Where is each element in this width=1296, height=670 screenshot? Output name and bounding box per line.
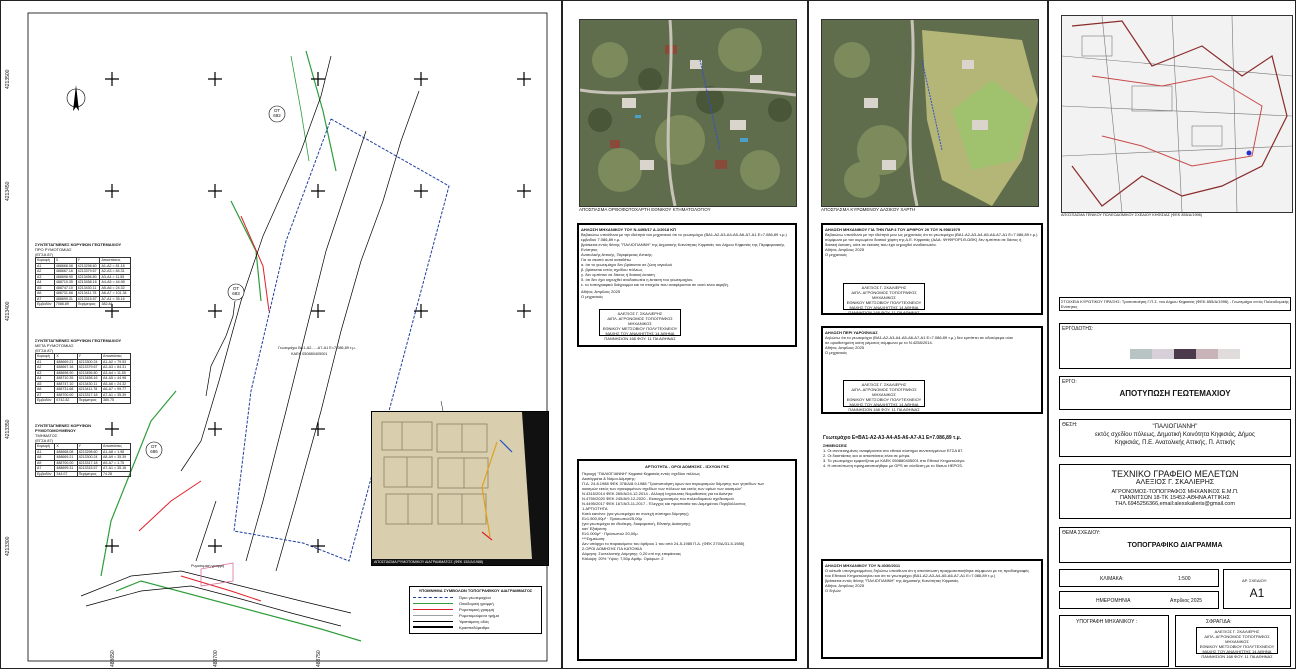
project-box: ΕΡΓΟ: ΑΠΟΤΥΠΩΣΗ ΓΕΩΤΕΜΑΧΙΟΥ xyxy=(1059,376,1291,410)
table-row: Α3 488698.90 4213456.80 Α3-Α4 = 11.55 xyxy=(36,370,131,376)
forest-map-caption: ΑΠΟΣΠΑΣΜΑ ΚΥΡΩΜΕΝΟΥ ΔΑΣΙΚΟΥ ΧΑΡΤΗ xyxy=(821,207,916,212)
legend-label: Κρασπεδόρειθρο xyxy=(459,624,490,630)
office-box: ΤΕΧΝΙΚΟ ΓΡΑΦΕΙΟ ΜΕΛΕΤΩΝ ΑΛΕΞΙΟΣ Γ. ΣΚΑΛΙΕΡΗΣ ΑΓΡΟΝΟΜΟΣ-ΤΟΠΟΓΡΑΦΟΣ ΜΗΧΑΝΙΚΟΣ Ε.Μ.Π. ΠΑΝΝΙΤΣΩΝ 18-ΤΚ 15452-ΑΘΗΝΑ ΑΤΤΙΚΗΣ ΤΗΛ.6945256366,email:alexskalieris@gmail.com xyxy=(1059,464,1291,519)
signature-box: ΥΠΟΓΡΑΦΗ ΜΗΧΑΝΙΚΟΥ : xyxy=(1059,615,1169,667)
ot-label: ΟΤ 683 xyxy=(232,286,240,296)
text-line: Για το σκοπό αυτό καταθέτω xyxy=(581,257,632,262)
grid-y-label: 4213350 xyxy=(5,419,11,439)
orthophoto xyxy=(579,19,797,207)
text-line: Περιοχή "ΠΑΛΙΟΓΙΑΝΝΗ" Κηφισιά Κηφισιάς εντός σχεδίου πόλεως xyxy=(582,471,701,476)
text-line: Κάλυψη: 20% Ύψος: 7,50μ Αριθμ. Ορόφων: 2 xyxy=(582,556,664,561)
stamp-box: ΣΦΡΑΓΙΔΑ: ΑΛΕΞΙΟΣ Γ. ΣΚΑΛΙΕΡΗΣ ΔΙΠΛ. ΑΓΡΟΝΟΜΟΣ ΤΟΠΟΓΡΑΦΟΣ ΜΗΧΑΝΙΚΟΣ ΕΘΝΙΚΟΥ ΜΕΤΣΟΒΙΟΥ ΠΟΛΥΤΕΧΝΕΙΟΥ ΜΑΧΗΣ ΤΟΥ ΑΝΑΛΗΠΤΗΣ 14 ΑΘΗΝΑ ΠΑΝΝΗΣΙΟΝ 168 ΦΟΥ. 11 ΠΑ ΑΘΗΝΑΣ xyxy=(1175,615,1291,667)
redaction-block xyxy=(1130,349,1152,359)
text-line: Δεν υπάρχει το παρακείμενο του άρθρου 1 του από 24-5-1985 Π.Δ. (ΦΕΚ 270/Δ/31-5-1985) xyxy=(582,541,745,546)
parcel-notes: Γεωτεμάχιο Ε=ΒΑ1-Α2-Α3-Α4-Α5-Α6-Α7-Α1 Ε=7.086,89 τ.μ. ΣΗΜΕΙΩΣΕΙΣ 1. Οι συντεταγμένες αναφέρονται στο εθνικό σύστημα συντεταγμένων ΕΓΣΑ 87. 2. Οι διαστάσεις και οι αποστάσεις είναι σε μέτρα. 3. Το γεωτεμάχιο εμφανίζεται με ΚΑΕΚ 050880405001 στο Εθνικό Κτηματολόγιο. 4. Η αποτύπωση πραγματοποιήθηκε με GPS σε σύνδεση με το δίκτυο HEPOS. xyxy=(821,433,1043,503)
table-row: Α5 488747.10 4213430.11 Α5-Α6 = 24.32 xyxy=(36,285,131,291)
text-line: 1. Οι συντεταγμένες αναφέρονται στο εθνικό σύστημα συντεταγμένων ΕΓΣΑ 87. xyxy=(823,448,964,453)
ot-label: ΟΤ 686 xyxy=(150,444,158,454)
table-row: Α7 488700.00 4213317.18 Α7-Α1 = 35.39 xyxy=(36,392,131,398)
notes-sheet-1 xyxy=(562,0,808,669)
coord-table-before: ΣΥΝΤΕΤΑΓΜΕΝΕΣ ΚΟΡΥΦΩΝ ΓΕΩΤΕΜΑΧΙΟΥ ΠΡΟ ΡΥΜΟΤΟΜΙΑΣ (ΕΓΣΑ 87) Κορυφή X Y Αποστάσεις Α1 488668.08 4213298.60 Α1-Α2 = 81.18 Α2 488667.16 4213379.67 Α2-Α3 = 84.31 Α3 488698.90 4213456.80 Α3-Α4 = 11.55 Α4 488710.35 4213458.16 Α4-Α5 = 44.98 Α5 488747.10 4213430.11 Α5-Α6 = 24.32 Α6 488731.68 4213411.78 Α6-Α7 = 101.34 Α7 488699.31 4213315.57 Α7-Α1 = 35.16 Εμβαδόν 7086.89 Περίμετρος 382.84 xyxy=(35,242,131,308)
legend-swatch xyxy=(413,603,453,604)
notes-sheet-2 xyxy=(808,0,1048,669)
table-row: Α4 488710.35 4213458.16 Α4-Α5 = 44.98 xyxy=(36,280,131,286)
table-row: Α7 488699.31 4213315.57 Α7-Α1 = 35.16 xyxy=(36,296,131,302)
table-row: Α2 488667.16 4213379.67 Α2-Α3 = 84.31 xyxy=(36,365,131,371)
text-line: Ν.4759/2020 ΦΕΚ 245/Α/9-12-2020 - Εκσυγχρονισμός του πολεοδομικού σχεδιασμού xyxy=(582,496,734,501)
inset-plan-map xyxy=(371,411,549,566)
table-row: Α3 488698.90 4213456.80 Α3-Α4 = 11.55 xyxy=(36,274,131,280)
text-line: α. ότι το γεωτεμάχιο δεν βρίσκεται σε ζώνη αιγιαλού xyxy=(581,262,673,267)
scale-box: ΚΛΙΜΑΚΑ: 1:500 xyxy=(1059,569,1219,587)
text-line: Ε≥1.500,00μ² · Πρόσωπο≥25,00μ xyxy=(582,516,642,521)
text-line: Ν.4315/2014 ΦΕΚ 269/Α/24-12-2014 - Αλλαγή Ισχύουσας Νομοθεσίας για τα Ακίνητα xyxy=(582,491,733,496)
text-line: Π.Δ. 24.8.1988 ΦΕΚ 378/Δ/8.9.1988 "Τροποποίηση όρων και περιορισμών δόμησης των γηπέδων των xyxy=(582,481,765,486)
text-line: Δηλώνω ότι το γεωτεμάχιο (ΒΑ1-Α2-Α3-Α4-Α5-Α6-Α7-Α1 Ε=7.086,89 τ.μ.) δεν εμπίπτει σε υδατόρεμα ούτε xyxy=(825,335,1014,340)
text-line: Αθήνα, Απρίλιος 2025 xyxy=(825,345,865,350)
legend-label: Οικοδομική γραμμή xyxy=(459,600,494,606)
text-line: Αθήνα, Απρίλιος 2025 xyxy=(825,583,865,588)
text-line: Ο μηχανικός xyxy=(825,350,848,355)
table-row: Α6 488731.68 4213411.78 Α6-Α7 = 99.77 xyxy=(36,387,131,393)
text-line: οικισμών εκτός των εγκεκριμένων σχεδίων των πόλεων και εκτός των ορίων των οικισμών" xyxy=(582,486,743,491)
table-row: Α1 488668.08 4213298.60 Α1-Α8 = 1.98 xyxy=(36,449,131,455)
location-box: ΘΕΣΗ: "ΠΑΛΙΟΓΙΑΝΝΗ" εκτός σχεδίου πόλεως, Δημοτική Κοινότητα Κηφισιάς, Δήμος Κηφισιάς, Π.Ε. Ανατολικής Αττικής, Π. Αττικής xyxy=(1059,419,1291,457)
legend-swatch xyxy=(413,615,453,616)
text-line: 2. Οι διαστάσεις και οι αποστάσεις είναι σε μέτρα. xyxy=(823,453,911,458)
parcel-label: Γεωτεμάχιο ΒΑ1-Α2......Α7-Α1 Ε=7.086,89 τ.μ. xyxy=(278,346,356,350)
text-line: Διατάγματα & Νόμοι Δόμησης: xyxy=(582,476,636,481)
text-line: ***Σημείωση: xyxy=(582,536,606,541)
text-line: κατ' Εξαίρεση: xyxy=(582,526,608,531)
engineer-declaration-2: ΔΗΛΩΣΗ ΜΗΧΑΝΙΚΟΥ ΓΙΑ ΤΗΝ ΠΑΡ.4 ΤΟΥ ΑΡΘΡΟΥ 20 ΤΟΥ Ν.998/1979 Βεβαιώνω υπεύθυνα με την ιδιότητά μου ως μηχανικός ότι το γεωτεμάχιο (ΒΑ1-Α2-Α3-Α4-Α5-Α6-Α7-Α1 Ε=7.086,89 τ.μ.) σύμφωνα με τον κυρωμένο δασικό χάρτη της Δ.Ε. Κηφισιάς (ΑΔΑ: ΨΗΦΡΟΡ1Θ-ΩΘΚ) δεν εμπίπτει σε δάσος ή δασική έκταση, ούτε σε έκταση που έχει κηρυχθεί αναδασωτέα. Αθήνα, Απρίλιος 2025 Ο μηχανικός ΑΛΕΞΙΟΣ Γ. ΣΚΑΛΙΕΡΗΣ ΔΙΠΛ. ΑΓΡΟΝΟΜΟΣ ΤΟΠΟΓΡΑΦΟΣ ΜΗΧΑΝΙΚΟΣ ΕΘΝΙΚΟΥ ΜΕΤΣΟΒΙΟΥ ΠΟΛΥΤΕΧΝΕΙΟΥ ΜΑΧΗΣ ΤΟΥ ΑΝΑΛΗΠΤΗΣ 14 ΑΘΗΝΑ ΠΑΝΝΗΣΙΟΝ 168 ΦΟΥ. 11 ΠΑ ΑΘΗΝΑΣ xyxy=(821,223,1043,315)
building-terms-box: ΑΡΤΙΟΤΗΤΑ - ΟΡΟΙ ΔΟΜΗΣΗΣ - ΙΣΧΥΟΝ ΓΗΣ Περιοχή "ΠΑΛΙΟΓΙΑΝΝΗ" Κηφισιά Κηφισιάς εντός σχεδίου πόλεως Διατάγματα & Νόμοι Δόμησης: Π.Δ. 24.8.1988 ΦΕΚ 378/Δ/8.9.1988 "Τροποποίηση όρων και περιορισμών δόμησης των γηπέδων των οικισμών εκτός των εγκεκριμένων σχεδίων των πόλεων και εκτός των ορίων των οικισμών" Ν.4315/2014 ΦΕΚ 269/Α/24-12-2014 - Αλλαγή Ισχύουσας Νομοθεσίας για τα Ακίνητα Ν.4759/2020 ΦΕΚ 245/Α/9-12-2020 - Εκσυγχρονισμός του πολεοδομικού σχεδιασμού Ν.4495/2017 ΦΕΚ 167/Α/3-11-2017 - Έλεγχος και προστασία του Δομημένου Περιβάλλοντος 1.ΑΡΤΙΟΤΗΤΑ Κατά κανόνα: (για γεωτεμάχια σε συνεχή σύστημα δόμησης) Ε≥1.500,00μ² · Πρόσωπο≥25,00μ (για γεωτεμάχια σε ιδιαίτερη, διαφορετική, Εθνικής Διοίκησης) κατ' Εξαίρεση: Ε≥1.000μ² · Πρόσωπο≥ 20,00μ ***Σημείωση: Δεν υπάρχει το παρακείμενο του άρθρου 1 του από 24-5-1985 Π.Δ. (ΦΕΚ 270/Δ/31-5-1985) 2.ΟΡΟΙ ΔΟΜΗΣΗΣ ΓΙΑ ΚΑΤΟΙΚΙΑ Δόμηση: Συντελεστής Δόμησης: 0,20 επί της επιφάνειας Κάλυψη: 20% Ύψος: 7,50μ Αριθμ. Ορόφων: 2 xyxy=(577,459,797,661)
survey-map xyxy=(1,1,563,670)
text-line: βρίσκεται εντός θέσης "ΠΑΛΙΟΓΙΑΝΝΗ" της Δημοτικής Κοινότητας Κηφισιάς. xyxy=(825,578,960,583)
coord-table-expropriated: ΣΥΝΤΕΤΑΓΜΕΝΕΣ ΚΟΡΥΦΩΝ ΡΥΜΟΤΟΜΟΥΜΕΝΟΥ ΤΜΗΜΑΤΟΣ (ΕΓΣΑ 87) Κορυφή X Y Αποστάσεις Α1 488668.08 4213298.60 Α1-Α8 = 1.98 Α8 488669.21 4213300.24 Α8-Α9 = 35.39 Α9 488700.00 4213317.18 Α9-Α7 = 1.75 Α7 488699.31 4213315.57 Α7-Α1 = 35.16 Εμβαδόν 344.07 Περίμετρος 74.28 xyxy=(35,423,131,477)
text-line: Ε≥1.000μ² · Πρόσωπο≥ 20,00μ xyxy=(582,531,638,536)
text-line: βρίσκεται εντός θέσης "ΠΑΛΙΟΓΙΑΝΝΗ" της Δημοτικής Κοινότητας Κηφισιάς του Δήμου Κηφισιάς της Περιφερειακής Ενότητας xyxy=(581,242,785,252)
text-line: (για γεωτεμάχια σε ιδιαίτερη, διαφορετική, Εθνικής Διοίκησης) xyxy=(582,521,691,526)
text-line: Κατά κανόνα: (για γεωτεμάχια σε συνεχή σύστημα δόμησης) xyxy=(582,511,689,516)
text-line: 2.ΟΡΟΙ ΔΟΜΗΣΗΣ ΓΙΑ ΚΑΤΟΙΚΙΑ xyxy=(582,546,643,551)
legend-label: Όριο γεωτεμαχίου xyxy=(459,594,491,600)
table-row: Α9 488700.00 4213317.18 Α9-Α7 = 1.75 xyxy=(36,460,131,466)
text-line: ε. το τοπογραφικό διάγραμμα και τα στοιχεία που αναφέρονται σε αυτό είναι ακριβή. xyxy=(581,282,729,287)
redaction-block xyxy=(1196,349,1218,359)
orthophoto-caption: ΑΠΟΣΠΑΣΜΑ ΟΡΘΟΦΩΤΟΧΑΡΤΗ ΕΘΝΙΚΟΥ ΚΤΗΜΑΤΟΛΟΓΙΟΥ xyxy=(579,207,711,212)
legend-swatch xyxy=(413,621,453,622)
drawing-number-box: ΑΡ. ΣΧΕΔΙΟΥ: Α1 xyxy=(1223,569,1291,609)
grid-x-label: 488750 xyxy=(316,650,322,667)
master-plan-caption: ΑΠΟΣΠΑΣΜΑ ΓΕΝΙΚΟΥ ΠΟΛΕΟΔΟΜΙΚΟΥ ΣΧΕΔΙΟΥ ΚΗΦΙΣΙΑΣ (ΦΕΚ 855/Δ/1996) xyxy=(1061,213,1203,217)
coord-table-after: ΣΥΝΤΕΤΑΓΜΕΝΕΣ ΚΟΡΥΦΩΝ ΓΕΩΤΕΜΑΧΙΟΥ ΜΕΤΑ ΡΥΜΟΤΟΜΙΑΣ (ΕΓΣΑ 87) Κορυφή X Y Αποστάσεις Α1 488669.21 4213300.24 Α1-Α2 = 79.53 Α2 488667.16 4213379.67 Α2-Α3 = 84.31 Α3 488698.90 4213456.80 Α3-Α4 = 11.55 Α4 488710.35 4213458.16 Α4-Α5 = 44.98 Α5 488747.10 4213430.11 Α5-Α6 = 24.32 Α6 488731.68 4213411.78 Α6-Α7 = 99.77 Α7 488700.00 4213317.18 Α7-Α1 = 35.39 Εμβαδόν 6742.82 Περίμετρος 380.75 xyxy=(35,338,131,404)
road-label: Ρυμοτομική γραμμή xyxy=(191,564,225,568)
text-line: Ο μηχανικός xyxy=(825,252,848,257)
text-line: Βεβαιώνω υπεύθυνα με την ιδιότητά του μηχανικού ότι το γεωτεμάχιο (ΒΑ1-Α2-Α3-Α4-Α5-Α6-Α7-Α1 Ε=7.086,89 τ.μ.) εμβαδού 7.086,89 τ.μ. xyxy=(581,232,787,242)
client-box: ΕΡΓΟΔΟΤΗΣ: xyxy=(1059,323,1291,369)
text-line: Ν.4495/2017 ΦΕΚ 167/Α/3-11-2017 - Έλεγχος και προστασία του Δομημένου Περιβάλλοντος xyxy=(582,501,746,506)
grid-x-label: 488700 xyxy=(213,650,219,667)
text-line: δ. ότι δεν έχει κηρυχθεί αναδασωτέα η έκταση του γεωτεμαχίου. xyxy=(581,277,694,282)
text-line: Ο κάτωθι υπογεγραμμένος δηλώνω υπεύθυνα ότι η αποτύπωση πραγματοποιήθηκε σύμφωνα με τις προδιαγραφές xyxy=(825,568,1030,573)
ot-label: ΟΤ 682 xyxy=(273,108,281,118)
master-plan-map xyxy=(1061,15,1293,213)
text-line: σύμφωνα με τον κυρωμένο δασικό χάρτη της Δ.Ε. Κηφισιάς (ΑΔΑ: ΨΗΦΡΟΡ1Θ-ΩΘΚ) δεν εμπίπτει σε δάσος ή xyxy=(825,237,1022,242)
table-row: Α7 488699.31 4213315.57 Α7-Α1 = 35.16 xyxy=(36,466,131,472)
legend-swatch xyxy=(413,626,453,628)
table-row: Α1 488668.08 4213298.60 Α1-Α2 = 81.18 xyxy=(36,263,131,269)
text-line: 3. Το γεωτεμάχιο εμφανίζεται με ΚΑΕΚ 050880405001 στο Εθνικό Κτηματολόγιο. xyxy=(823,458,966,463)
table-row: Α5 488747.10 4213430.11 Α5-Α6 = 24.32 xyxy=(36,381,131,387)
redaction-block xyxy=(1174,349,1196,359)
title-sheet xyxy=(1048,0,1296,669)
table-row: Α4 488710.35 4213458.16 Α4-Α5 = 44.98 xyxy=(36,376,131,382)
grid-y-label: 4213500 xyxy=(5,69,11,89)
hydro-declaration: ΔΗΛΩΣΗ ΠΕΡΙ ΥΔΡΟΦΙΛΙΑΣ Δηλώνω ότι το γεωτεμάχιο (ΒΑ1-Α2-Α3-Α4-Α5-Α6-Α7-Α1 Ε=7.086,89 τ.μ.) δεν εμπίπτει σε υδατόρεμα ούτε σε οριοθετημένη κοίτη ρέματος σύμφωνα με το Ν.4258/2014. Αθήνα, Απρίλιος 2025 Ο μηχανικός ΑΛΕΞΙΟΣ Γ. ΣΚΑΛΙΕΡΗΣ ΔΙΠΛ. ΑΓΡΟΝΟΜΟΣ ΤΟΠΟΓΡΑΦΟΣ ΜΗΧΑΝΙΚΟΣ ΕΘΝΙΚΟΥ ΜΕΤΣΟΒΙΟΥ ΠΟΛΥΤΕΧΝΕΙΟΥ ΜΑΧΗΣ ΤΟΥ ΑΝΑΛΗΠΤΗΣ 14 ΑΘΗΝΑ ΠΑΝΝΗΣΙΟΝ 168 ΦΟΥ. 11 ΠΑ ΑΘΗΝΑΣ xyxy=(821,326,1043,414)
text-line: 1.ΑΡΤΙΟΤΗΤΑ xyxy=(582,506,608,511)
legend-swatch xyxy=(413,597,453,598)
parcel-kaek: ΚΑΕΚ 050880405001 xyxy=(291,352,328,356)
grid-y-label: 4213300 xyxy=(5,536,11,556)
engineer-stamp: ΑΛΕΞΙΟΣ Γ. ΣΚΑΛΙΕΡΗΣ ΔΙΠΛ. ΑΓΡΟΝΟΜΟΣ ΤΟΠΟΓΡΑΦΟΣ ΜΗΧΑΝΙΚΟΣ ΕΘΝΙΚΟΥ ΜΕΤΣΟΒΙΟΥ ΠΟΛΥΤΕΧΝΕΙΟΥ ΜΑΧΗΣ ΤΟΥ ΑΝΑΛΗΠΤΗΣ 14 ΑΘΗΝΑ ΠΑΝΝΗΣΙΟΝ 168 ΦΟΥ. 11 ΠΑ ΑΘΗΝΑΣ xyxy=(599,309,681,336)
table-row: Α8 488669.21 4213300.24 Α8-Α9 = 35.39 xyxy=(36,455,131,461)
date-box: ΗΜΕΡΟΜΗΝΙΑ Απρίλιος 2025 xyxy=(1059,591,1219,609)
text-line: Ο δηλών xyxy=(825,588,841,593)
redaction-block xyxy=(1152,349,1174,359)
map-sheet xyxy=(0,0,562,669)
legend xyxy=(409,586,542,634)
text-line: 4. Η αποτύπωση πραγματοποιήθηκε με GPS σε σύνδεση με το δίκτυο HEPOS. xyxy=(823,463,964,468)
legend-title: ΥΠΟΜΝΗΜΑ ΣΥΜΒΟΛΩΝ ΤΟΠΟΓΡΑΦΙΚΟΥ ΔΙΑΓΡΑΜΜΑΤΟΣ xyxy=(418,588,533,593)
grid-x-label: 488650 xyxy=(110,650,116,667)
text-line: β. βρίσκεται εντός σχεδίου πόλεως xyxy=(581,267,643,272)
grid-y-label: 4213450 xyxy=(5,181,11,201)
engineer-stamp: ΑΛΕΞΙΟΣ Γ. ΣΚΑΛΙΕΡΗΣ ΔΙΠΛ. ΑΓΡΟΝΟΜΟΣ ΤΟΠΟΓΡΑΦΟΣ ΜΗΧΑΝΙΚΟΣ ΕΘΝΙΚΟΥ ΜΕΤΣΟΒΙΟΥ ΠΟΛΥΤΕΧΝΕΙΟΥ ΜΑΧΗΣ ΤΟΥ ΑΝΑΛΗΠΤΗΣ 14 ΑΘΗΝΑ ΠΑΝΝΗΣΙΟΝ 168 ΦΟΥ. 11 ΠΑ ΑΘΗΝΑΣ xyxy=(843,283,925,310)
text-line: Αθήνα, Απρίλιος 2025 xyxy=(825,247,865,252)
redaction-block xyxy=(1218,349,1240,359)
grid-y-label: 4213400 xyxy=(5,301,11,321)
text-line: του Εθνικού Κτηματολογίου και ότι το γεωτεμάχιο (ΒΑ1-Α2-Α3-Α4-Α5-Α6-Α7-Α1 Ε=7.086,89 τ.μ.) xyxy=(825,573,996,578)
legend-label: Ρυμοτομική γραμμή xyxy=(459,606,495,612)
inset-caption: ΑΠΟΣΠΑΣΜΑ ΡΥΜΟΤΟΜΙΚΟΥ ΔΙΑΓΡΑΜΜΑΤΟΣ (ΦΕΚ 152/Δ/1988) xyxy=(374,560,484,564)
text-line: Δόμηση: Συντελεστής Δόμησης: 0,20 επί της επιφάνειας xyxy=(582,551,682,556)
engineer-declaration-3: ΔΗΛΩΣΗ ΜΗΧΑΝΙΚΟΥ ΤΟΥ Ν.4030/2011 Ο κάτωθι υπογεγραμμένος δηλώνω υπεύθυνα ότι η αποτύπωση πραγματοποιήθηκε σύμφωνα με τις προδιαγραφές του Εθνικού Κτηματολογίου και ότι το γεωτεμάχιο (ΒΑ1-Α2-Α3-Α4-Α5-Α6-Α7-Α1 Ε=7.086,89 τ.μ.) βρίσκεται εντός θέσης "ΠΑΛΙΟΓΙΑΝΝΗ" της Δημοτικής Κοινότητας Κηφισιάς. Αθήνα, Απρίλιος 2025 Ο δηλών xyxy=(821,559,1043,659)
plan-note: ΣΤΟΙΧΕΙΑ ΚΥΡΩΤΙΚΟΥ ΠΡΑΞΗΣ: Τροποποίηση Γ.Π.Σ. του Δήμου Κηφισιάς (ΦΕΚ 855/Δ/1996) - Γεωτεμάχιο εντός Πολεοδομικής Ενότητας xyxy=(1059,297,1291,311)
text-line: δασική έκταση, ούτε σε έκταση που έχει κηρυχθεί αναδασωτέα. xyxy=(825,242,937,247)
legend-label: Υφιστάμενη οδός xyxy=(459,618,490,624)
text-line: Βεβαιώνω υπεύθυνα με την ιδιότητά μου ως μηχανικός ότι το γεωτεμάχιο (ΒΑ1-Α2-Α3-Α4-Α5-Α6-Α7-Α1 Ε=7.086,89 τ.μ.) xyxy=(825,232,1038,237)
table-row: Α2 488667.16 4213379.67 Α2-Α3 = 84.31 xyxy=(36,269,131,275)
legend-swatch xyxy=(413,609,453,610)
legend-item xyxy=(413,624,538,630)
text-line: γ. δεν εμπίπτει σε δάσος ή δασική έκταση xyxy=(581,272,655,277)
table-row: Α6 488731.68 4213411.78 Α6-Α7 = 101.34 xyxy=(36,291,131,297)
north-arrow-icon xyxy=(67,85,85,111)
text-line: Ανατολικής Αττικής, Περιφέρειας Αττικής. xyxy=(581,252,653,257)
engineer-stamp: ΑΛΕΞΙΟΣ Γ. ΣΚΑΛΙΕΡΗΣ ΔΙΠΛ. ΑΓΡΟΝΟΜΟΣ ΤΟΠΟΓΡΑΦΟΣ ΜΗΧΑΝΙΚΟΣ ΕΘΝΙΚΟΥ ΜΕΤΣΟΒΙΟΥ ΠΟΛΥΤΕΧΝΕΙΟΥ ΜΑΧΗΣ ΤΟΥ ΑΝΑΛΗΠΤΗΣ 14 ΑΘΗΝΑ ΠΑΝΝΗΣΙΟΝ 168 ΦΟΥ. 11 ΠΑ ΑΘΗΝΑΣ xyxy=(1196,627,1278,654)
client-redacted xyxy=(1130,349,1240,359)
drawing-subject-box: ΘΕΜΑ ΣΧΕΔΙΟΥ: ΤΟΠΟΓΡΑΦΙΚΟ ΔΙΑΓΡΑΜΜΑ xyxy=(1059,527,1291,563)
legend-label: Ρυμοτομούμενο τμήμα xyxy=(459,612,499,618)
text-line: σε οριοθετημένη κοίτη ρέματος σύμφωνα με το Ν.4258/2014. xyxy=(825,340,933,345)
engineer-declaration-1: ΔΗΛΩΣΗ ΜΗΧΑΝΙΚΟΥ ΤΟΥ Ν.4495/17 Α.1/2018 ΚΠ Βεβαιώνω υπεύθυνα με την ιδιότητά του μηχανικού ότι το γεωτεμάχιο (ΒΑ1-Α2-Α3-Α4-Α5-Α6-Α7-Α1 Ε=7.086,89 τ.μ.) εμβαδού 7.086,89 τ.μ. βρίσκεται εντός θέσης "ΠΑΛΙΟΓΙΑΝΝΗ" της Δημοτικής Κοινότητας Κηφισιάς του Δήμου Κηφισιάς της Περιφερειακής Ενότητας Ανατολικής Αττικής, Περιφέρειας Αττικής. Για το σκοπό αυτό καταθέτω α. ότι το γεωτεμάχιο δεν βρίσκεται σε ζώνη αιγιαλού β. βρίσκεται εντός σχεδίου πόλεως γ. δεν εμπίπτει σε δάσος ή δασική έκταση δ. ότι δεν έχει κηρυχθεί αναδασωτέα η έκταση του γεωτεμαχίου. ε. το τοπογραφικό διάγραμμα και τα στοιχεία που αναφέρονται σε αυτό είναι ακριβή. Αθήνα, Απρίλιος 2025 Ο μηχανικός ΑΛΕΞΙΟΣ Γ. ΣΚΑΛΙΕΡΗΣ ΔΙΠΛ. ΑΓΡΟΝΟΜΟΣ ΤΟΠΟΓΡΑΦΟΣ ΜΗΧΑΝΙΚΟΣ ΕΘΝΙΚΟΥ ΜΕΤΣΟΒΙΟΥ ΠΟΛΥΤΕΧΝΕΙΟΥ ΜΑΧΗΣ ΤΟΥ ΑΝΑΛΗΠΤΗΣ 14 ΑΘΗΝΑ ΠΑΝΝΗΣΙΟΝ 168 ΦΟΥ. 11 ΠΑ ΑΘΗΝΑΣ xyxy=(577,223,797,347)
inset-plan-image xyxy=(372,412,548,559)
table-row: Α1 488669.21 4213300.24 Α1-Α2 = 79.53 xyxy=(36,359,131,365)
engineer-stamp: ΑΛΕΞΙΟΣ Γ. ΣΚΑΛΙΕΡΗΣ ΔΙΠΛ. ΑΓΡΟΝΟΜΟΣ ΤΟΠΟΓΡΑΦΟΣ ΜΗΧΑΝΙΚΟΣ ΕΘΝΙΚΟΥ ΜΕΤΣΟΒΙΟΥ ΠΟΛΥΤΕΧΝΕΙΟΥ ΜΑΧΗΣ ΤΟΥ ΑΝΑΛΗΠΤΗΣ 14 ΑΘΗΝΑ ΠΑΝΝΗΣΙΟΝ 168 ΦΟΥ. 11 ΠΑ ΑΘΗΝΑΣ xyxy=(843,380,925,407)
forest-map xyxy=(821,19,1039,207)
